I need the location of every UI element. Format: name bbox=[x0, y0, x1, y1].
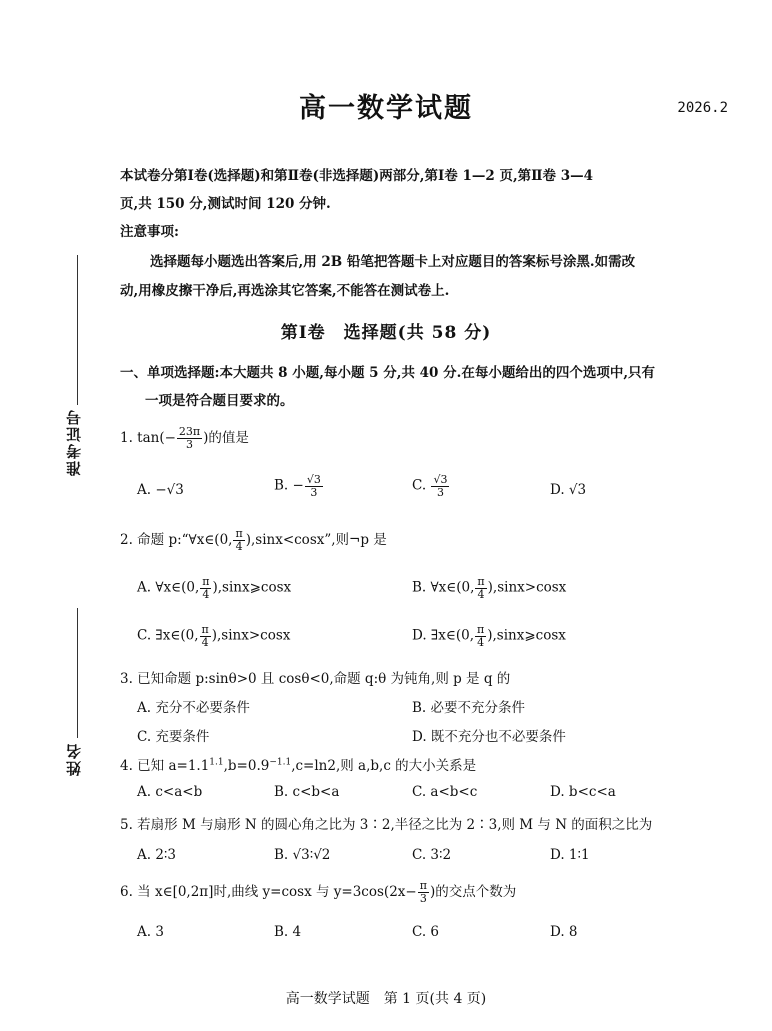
q2-c-den: 4 bbox=[201, 635, 209, 649]
q5-option-c: C. 3∶2 bbox=[412, 847, 452, 863]
q3-option-b: B. 必要不充分条件 bbox=[412, 700, 526, 716]
exam-date: 2026.2 bbox=[677, 100, 728, 116]
q1-stem-pre: 1. tan(− bbox=[120, 430, 176, 446]
part1-instructions-line-1: 一、单项选择题:本大题共 8 小题,每小题 5 分,共 40 分.在每小题给出的四个选项中,只有 bbox=[120, 365, 656, 381]
q4-stem-b: ,b=0.9 bbox=[223, 758, 270, 774]
intro-line-2: 页,共 150 分,测试时间 120 分钟. bbox=[120, 196, 331, 212]
q4-sup-a: 1.1 bbox=[209, 757, 224, 768]
q3-option-a: A. 充分不必要条件 bbox=[137, 700, 250, 716]
q2-b-post: ),sinx>cosx bbox=[487, 579, 567, 596]
q2-option-b bbox=[412, 576, 566, 600]
q5-option-d: D. 1∶1 bbox=[550, 847, 590, 863]
name-label: 姓名 bbox=[65, 742, 83, 776]
q2-b-num: π bbox=[477, 575, 485, 588]
q5-option-b: B. √3∶√2 bbox=[274, 847, 331, 863]
exam-id-label: 准考证号 bbox=[65, 408, 83, 476]
q2-frac-den: 4 bbox=[235, 540, 243, 553]
q1-stem-post: )的值是 bbox=[203, 430, 249, 446]
part1-instructions-line-2: 一项是符合题目要求的。 bbox=[145, 393, 294, 409]
q6-option-c: C. 6 bbox=[412, 924, 440, 940]
q2-c-fraction bbox=[200, 624, 211, 648]
q5-option-a: A. 2∶3 bbox=[137, 847, 177, 863]
section-title: 第Ⅰ卷 选择题(共 58 分) bbox=[280, 323, 492, 343]
page-footer: 高一数学试题 第 1 页(共 4 页) bbox=[285, 991, 487, 1007]
q1-option-c bbox=[412, 474, 450, 498]
notes-heading: 注意事项: bbox=[120, 224, 179, 240]
q2-a-den: 4 bbox=[202, 587, 210, 601]
q2-d-num: π bbox=[477, 623, 485, 636]
q2-c-pre: C. ∃x∈(0, bbox=[137, 627, 199, 644]
q2-d-pre: D. ∃x∈(0, bbox=[412, 627, 475, 644]
q4-sup-b: −1.1 bbox=[269, 757, 292, 768]
q2-c-num: π bbox=[201, 623, 209, 636]
q1-frac-den: 3 bbox=[186, 438, 194, 451]
q2-a-pre: A. ∀x∈(0, bbox=[137, 579, 200, 596]
exam-id-line bbox=[77, 255, 78, 405]
q1-b-den: 3 bbox=[310, 485, 318, 499]
q1-c-fraction bbox=[431, 474, 449, 498]
q6-frac-num: π bbox=[419, 879, 427, 893]
question-1-stem bbox=[120, 426, 249, 451]
question-6-stem bbox=[120, 880, 516, 905]
q1-option-a: A. −√3 bbox=[137, 482, 184, 498]
q1-b-pre: B. − bbox=[274, 477, 304, 494]
q2-frac-num: π bbox=[235, 527, 243, 541]
q6-option-d: D. 8 bbox=[550, 924, 578, 940]
q6-stem-post: )的交点个数为 bbox=[429, 884, 517, 900]
q2-d-post: ),sinx⩾cosx bbox=[487, 627, 566, 644]
q2-b-den: 4 bbox=[477, 587, 485, 601]
q3-option-c: C. 充要条件 bbox=[137, 729, 210, 745]
q4-stem-a: 4. 已知 a=1.1 bbox=[120, 758, 210, 774]
intro-line-1: 本试卷分第Ⅰ卷(选择题)和第Ⅱ卷(非选择题)两部分,第Ⅰ卷 1—2 页,第Ⅱ卷 3—4 bbox=[120, 168, 594, 184]
q6-stem-pre: 6. 当 x∈[0,2π]时,曲线 y=cosx 与 y=3cos(2x− bbox=[120, 884, 417, 900]
question-3-stem: 3. 已知命题 p:sinθ>0 且 cosθ<0,命题 q:θ 为钝角,则 p 是 q 的 bbox=[120, 671, 511, 687]
q4-option-d: D. b<c<a bbox=[550, 784, 616, 800]
q6-frac-den: 3 bbox=[419, 892, 427, 905]
q1-c-num: √3 bbox=[433, 473, 448, 486]
q1-c-pre: C. bbox=[412, 477, 431, 494]
question-5-stem: 5. 若扇形 M 与扇形 N 的圆心角之比为 3∶2,半径之比为 2∶3,则 M 与 N 的面积之比为 bbox=[120, 817, 653, 833]
question-4-stem bbox=[120, 754, 476, 774]
q2-d-den: 4 bbox=[477, 635, 485, 649]
q4-option-c: C. a<b<c bbox=[412, 784, 478, 800]
q2-stem-post: ),sinx<cosx”,则¬p 是 bbox=[245, 532, 387, 548]
notes-line-1: 选择题每小题选出答案后,用 2B 铅笔把答题卡上对应题目的答案标号涂黑.如需改 bbox=[150, 254, 636, 270]
name-line bbox=[77, 608, 78, 738]
page-title: 高一数学试题 bbox=[299, 93, 473, 124]
q1-frac-num: 23π bbox=[178, 425, 201, 439]
q2-a-fraction bbox=[200, 576, 211, 600]
q1-fraction bbox=[177, 426, 202, 450]
q6-option-a: A. 3 bbox=[137, 924, 164, 940]
q4-option-b: B. c<b<a bbox=[274, 784, 340, 800]
q2-c-post: ),sinx>cosx bbox=[211, 627, 291, 644]
q2-d-fraction bbox=[475, 624, 486, 648]
q4-option-a: A. c<a<b bbox=[137, 784, 203, 800]
q2-a-num: π bbox=[202, 575, 210, 588]
q2-option-a bbox=[137, 576, 291, 600]
q3-option-d: D. 既不充分也不必要条件 bbox=[412, 729, 566, 745]
q4-stem-c: ,c=ln2,则 a,b,c 的大小关系是 bbox=[291, 758, 477, 774]
q2-stem-pre: 2. 命题 p:“∀x∈(0, bbox=[120, 532, 233, 548]
q2-option-d bbox=[412, 624, 566, 648]
question-2-stem bbox=[120, 528, 387, 553]
notes-line-2: 动,用橡皮擦干净后,再选涂其它答案,不能答在测试卷上. bbox=[120, 283, 450, 299]
q1-b-num: √3 bbox=[306, 473, 321, 486]
q2-b-pre: B. ∀x∈(0, bbox=[412, 579, 475, 596]
q2-a-post: ),sinx⩾cosx bbox=[212, 579, 292, 596]
q1-b-fraction bbox=[305, 474, 323, 498]
q6-fraction bbox=[418, 880, 429, 904]
q1-option-d: D. √3 bbox=[550, 482, 587, 498]
q1-c-den: 3 bbox=[436, 485, 444, 499]
q2-fraction bbox=[233, 528, 244, 552]
q2-b-fraction bbox=[475, 576, 486, 600]
q1-option-b bbox=[274, 474, 324, 498]
q6-option-b: B. 4 bbox=[274, 924, 302, 940]
q2-option-c bbox=[137, 624, 290, 648]
